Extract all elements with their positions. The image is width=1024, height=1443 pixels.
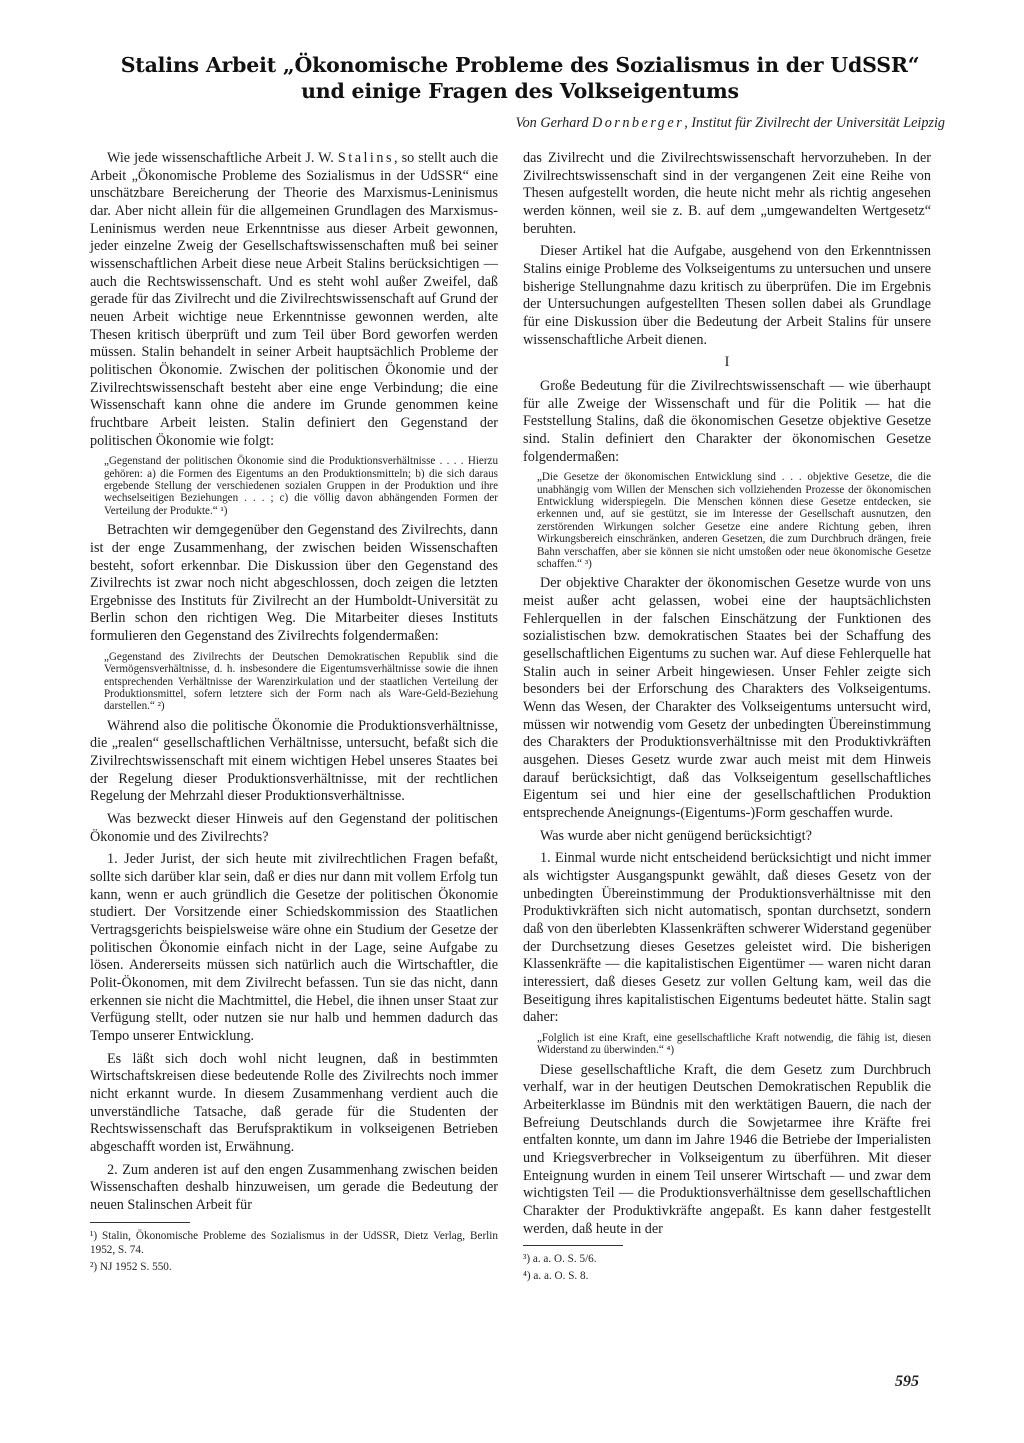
- stalin-name: Stalins: [337, 150, 394, 166]
- paragraph: Es läßt sich doch wohl nicht leugnen, daß in bestimmten Wirtschaftskreisen diese bedeutende Rolle des Zivilrechts noch immer nicht erkannt wurde. In diesem Zusammenhang verdient auch die unverständliche Tatsache, daß gerade für die Studenten der Rechtswissenschaft das Berufspraktikum in volkseigenen Betrieben abgeschafft worden ist, Erwähnung.: [90, 1050, 498, 1155]
- footnotes-right: [523, 1252, 931, 1283]
- byline-prefix: Von Gerhard: [515, 115, 592, 131]
- left-column: [90, 150, 498, 1277]
- byline-affiliation: , Institut für Zivilrecht der Universität Leipzig: [684, 115, 945, 131]
- paragraph: 1. Jeder Jurist, der sich heute mit zivilrechtlichen Fragen befaßt, sollte sich darüber klar sein, daß er dies nur dann mit vollem Erfolg tun kann, wenn er auch gründlich die Gesetze der politischen Ökonomie studiert. Der Vorsitzende einer Schiedskommission des Staatlichen Vertragsgerichts beispielsweise wäre ohne ein Studium der Gesetze der politischen Ökonomie einfach nicht in der Lage, seine Aufgabe zu lösen. Andererseits müssen sich natürlich auch die Wirtschaftler, die Polit-Ökonomen, mit dem Zivilrecht befassen. Tun sie das nicht, dann erkennen sie nicht die Machtmittel, die Hebel, die ihnen unser Staat zur Verfügung stellt, oder nutzen sie nur halb und hemmen dadurch das Tempo unserer Entwicklung.: [90, 851, 498, 1044]
- block-quote: „Folglich ist eine Kraft, eine gesellschaftliche Kraft notwendig, die fähig ist, diesen Widerstand zu überwinden.“ ⁴): [537, 1031, 931, 1057]
- block-quote: „Die Gesetze der ökonomischen Entwicklung sind . . . objektive Gesetze, die die unabhängig vom Willen der Menschen sich vollziehenden Prozesse der ökonomischen Entwicklung widerspiegeln. Die Menschen können diese Gesetze entdecken, sie erkennen und, auf sie gestützt, sie im Interesse der Gesellschaft ausnutzen, den zerstörenden Wirkungen solcher Gesetze eine andere Richtung geben, ihren Wirkungsbereich einschränken, anderen Gesetzen, die zum Durchbruch drängen, freie Bahn verschaffen, aber sie können sie nicht umstoßen oder neue ökonomische Gesetze schaffen.“ ³): [537, 471, 931, 570]
- article-title: [90, 52, 950, 104]
- paragraph: Dieser Artikel hat die Aufgabe, ausgehend von den Erkenntnissen Stalins einige Probleme des Volkseigentums zu untersuchen und unsere bisherige Stellungnahme dazu kritisch zu überprüfen. Die im Ergebnis der Untersuchungen aufgestellten Thesen sollen dabei als Grundlage für eine Diskussion über die Bedeutung der Arbeit Stalins für unsere wissenschaftliche Arbeit dienen.: [523, 243, 931, 348]
- footnote: ²) NJ 1952 S. 550.: [90, 1260, 172, 1273]
- footnote: ³) a. a. O. S. 5/6.: [523, 1253, 597, 1266]
- footnote-divider: [90, 1222, 190, 1223]
- section-heading: I: [724, 354, 730, 371]
- paragraph: 2. Zum anderen ist auf den engen Zusammenhang zwischen beiden Wissenschaften deshalb hinzuweisen, um gerade die Bedeutung der neuen Stalinschen Arbeit für: [90, 1161, 498, 1213]
- footnote: ⁴) a. a. O. S. 8.: [523, 1270, 589, 1283]
- footnote-divider: [523, 1245, 623, 1246]
- paragraph: Während also die politische Ökonomie die Produktionsverhältnisse, die „realen“ gesellschaftlichen Verhältnisse, untersucht, befaßt sich die Zivilrechtswissenschaft mit einem wichtigen Hebel unseres Staates bei der Regelung dieser Produktionsverhältnisse, mit der rechtlichen Regelung der Mehrzahl dieser Produktionsverhältnisse.: [90, 717, 498, 805]
- footnotes-left: [90, 1229, 498, 1274]
- paragraph: Betrachten wir demgegenüber den Gegenstand des Zivilrechts, dann ist der enge Zusammenhang, der zwischen beiden Wissenschaften besteht, sofort erkennbar. Die Diskussion über den Gegenstand des Zivilrechts ist zwar noch nicht abgeschlossen, doch zeigen die letzten Ergebnisse des Instituts für Zivilrecht an der Humboldt-Universität zu Berlin schon den richtigen Weg. Die Mitarbeiter dieses Instituts formulieren den Gegenstand des Zivilrechts folgendermaßen:: [90, 522, 498, 645]
- author-name: Dornberger: [591, 115, 685, 131]
- paragraph: Diese gesellschaftliche Kraft, die dem Gesetz zum Durchbruch verhalf, war in der heutigen Deutschen Demokratischen Republik die Arbeiterklasse im Bündnis mit den werktätigen Bauern, die nach der Befreiung Deutschlands durch die Sowjetarmee ihre Kräfte frei entfalten konnte, um dann im Jahre 1946 die Betriebe der Imperialisten und Kriegsverbrecher in Volkseigentum zu überführen. Mit dieser Enteignung wurden in einem Teil unserer Wirtschaft — und zwar dem wichtigsten Teil — die Produktionsverhältnisse dem gesellschaftlichen Charakter der Produktivkräfte angepaßt. Es kann daher festgestellt werden, daß heute in der: [523, 1061, 931, 1237]
- paragraph: Wie jede wissenschaftliche Arbeit J. W. Stalins, so stellt auch die Arbeit „Ökonomische Probleme des Sozialismus in der UdSSR“ eine unschätzbare Bereicherung der Theorie des Marxismus-Leninismus dar. Aber nicht allein für die allgemeinen Grundlagen des Marxismus-Leninismus werden neue Erkenntnisse aus dieser Arbeit gewonnen, jeder einzelne Zweig der Gesellschaftswissenschaften muß bei seiner wissenschaftlichen Arbeit diese neue Arbeit Stalins berücksichtigen — auch die Rechtswissenschaft. Und es steht wohl außer Zweifel, daß gerade für das Zivilrecht und die Zivilrechtswissenschaft auf Grund der neuen Arbeit wichtige neue Erkenntnisse gewonnen werden, alte Thesen kritisch überprüft und zum Teil über Bord geworfen werden müssen. Stalin behandelt in seiner Arbeit hauptsächlich Probleme der politischen Ökonomie. Zwischen der politischen Ökonomie und der Zivilrechtswissenschaft besteht aber eine enge Verbindung; die eine Wissenschaft kann ohne die andere im Grunde genommen keine fruchtbare Arbeit leisten. Stalin definiert den Gegenstand der politischen Ökonomie wie folgt:: [90, 150, 498, 449]
- block-quote: „Gegenstand des Zivilrechts der Deutschen Demokratischen Republik sind die Vermögensverhältnisse, d. h. insbesondere die Eigentumsverhältnisse sowie die ihnen entsprechenden Verhältnisse der Warenzirkulation und der staatlichen Verteilung der Produktionsmittel, sofern letztere sich der Form nach als Ware-Geld-Beziehung darstellen.“ ²): [104, 650, 498, 713]
- right-column: [523, 150, 931, 1286]
- paragraph: 1. Einmal wurde nicht entscheidend berücksichtigt und nicht immer als wichtigster Ausgangspunkt gewählt, daß dieses Gesetz von der unbedingten Übereinstimmung der Produktionsverhältnisse mit den Produktivkräften sich nicht automatisch, spontan durchsetzt, sondern daß von den überlebten Klassenkräften schwerer Widerstand gegenüber der Durchsetzung dieses Gesetzes geleistet wird. Die bisherigen Klassenkräfte — die kapitalistischen Eigentümer — waren nicht daran interessiert, daß dieses Gesetz zur vollen Geltung kam, weil das die Beseitigung ihres kapitalistischen Eigentums bedeutet hätte. Stalin sagt daher:: [523, 850, 931, 1026]
- paragraph: Der objektive Charakter der ökonomischen Gesetze wurde von uns meist außer acht gelassen, wobei eine der hauptsächlichsten Fehlerquellen in der falschen Einschätzung der Funktionen des sozialistischen bzw. demokratischen Staates bei der Schaffung des gesellschaftlichen Eigentums zu suchen war. Auf diese Fehlerquelle hat Stalin auch in seiner Arbeit hingewiesen. Unser Fehler zeigte sich besonders bei der Erforschung des Charakters des Volkseigentums. Wenn das Wesen, der Charakter des Volkseigentums untersucht wird, müssen wir notwendig vom Gesetz der unbedingten Übereinstimmung des Charakters der Produktionsverhältnisse mit den Produktivkräften ausgehen. Dieses Gesetz wurde zwar auch meist mit dem Hinweis darauf berücksichtigt, daß das Volkseigentum gesellschaftliches Eigentum sei und hier eine der gesellschaftlichen Produktion entsprechende Aneignungs-(Eigentums-)Form geschaffen wurde.: [523, 575, 931, 821]
- title-line-1: Stalins Arbeit „Ökonomische Probleme des Sozialismus in der UdSSR“: [120, 53, 920, 77]
- page-number: 595: [895, 1373, 919, 1390]
- author-byline: [90, 115, 945, 132]
- title-line-2: und einige Fragen des Volkseigentums: [301, 79, 739, 103]
- paragraph: Was bezweckt dieser Hinweis auf den Gegenstand der politischen Ökonomie und des Zivilrechts?: [90, 811, 498, 845]
- paragraph: Was wurde aber nicht genügend berücksichtigt?: [540, 827, 812, 844]
- paragraph: das Zivilrecht und die Zivilrechtswissenschaft hervorzuheben. In der Zivilrechtswissenschaft sind in der vergangenen Zeit eine Reihe von Thesen aufgestellt worden, die heute nicht mehr als richtig angesehen werden können, weil sie z. B. auf dem „umgewandelten Wertgesetz“ beruhten.: [523, 150, 931, 237]
- block-quote: „Gegenstand der politischen Ökonomie sind die Produktionsverhältnisse . . . . Hierzu gehören: a) die Formen des Eigentums an den Produktionsmitteln; b) die sich daraus ergebende Stellung der verschiedenen sozialen Gruppen in der Produktion und ihre wechselseitigen Beziehungen . . . ; c) die völlig davon abhängenden Formen der Verteilung der Produkte.“ ¹): [104, 455, 498, 517]
- footnote: ¹) Stalin, Ökonomische Probleme des Sozialismus in der UdSSR, Dietz Verlag, Berlin 1952, S. 74.: [90, 1229, 498, 1256]
- paragraph: Große Bedeutung für die Zivilrechtswissenschaft — wie überhaupt für alle Zweige der Wissenschaft und für die Politik — hat die Feststellung Stalins, daß die ökonomischen Gesetze objektive Gesetze sind. Stalin definiert den Charakter der ökonomischen Gesetze folgendermaßen:: [523, 377, 931, 465]
